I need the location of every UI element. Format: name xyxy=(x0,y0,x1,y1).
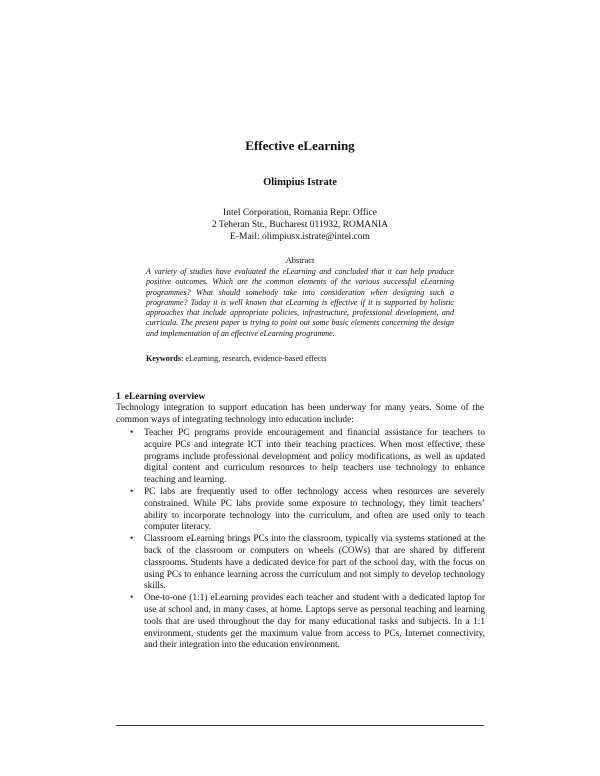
bullet-list xyxy=(130,428,485,652)
footnote-divider xyxy=(116,725,484,726)
list-item-text: Teacher PC programs provide encouragement and financial assistance for teachers to acquire PCs and integrate ICT into their teaching practices. When most effective, these programs include professional development and policy modifications, as well as updated digital content and curriculum resources to help teachers use technology to enhance teaching and learning. xyxy=(144,428,485,486)
list-item-text: Classroom eLearning brings PCs into the classroom, typically via systems stationed at the back of the classroom or computers on wheels (COWs) that are shared by different classrooms. Students have a dedicated device for part of the school day, with the focus on using PCs to enhance learning across the curriculum and not simply to develop technology skills. xyxy=(144,534,485,592)
author-affiliation xyxy=(0,207,600,243)
section-number: 1 xyxy=(116,392,121,402)
list-item-text: PC labs are frequently used to offer technology access when resources are severely constrained. While PC labs provide some exposure to technology, they limit teachers’ ability to incorporate technology into the curriculum, and often are used only to teach computer literacy. xyxy=(144,486,485,533)
list-item xyxy=(130,534,485,593)
keywords-label: Keywords xyxy=(146,354,182,363)
section-heading xyxy=(116,392,205,402)
bullet-icon: • xyxy=(130,486,134,497)
paper-author: Olimpius Istrate xyxy=(263,177,337,188)
keywords-line xyxy=(146,354,466,363)
list-item-text: One-to-one (1:1) eLearning provides each teacher and student with a dedicated laptop for use at school and, in many cases, at home. Laptops serve as personal teaching and learning tools that are used throughout the day for many educational tasks and subjects. In a 1:1 environment, students get the maximum value from access to PCs, Internet connectivity, and their integration into the education environment. xyxy=(144,593,485,651)
section-title: eLearning overview xyxy=(124,392,206,402)
abstract-heading: Abstract xyxy=(285,255,315,265)
section-intro: Technology integration to support education has been underway for many years. Some of the common ways of integrating technology into education include: xyxy=(116,403,484,425)
bullet-icon: • xyxy=(130,534,134,545)
bullet-icon: • xyxy=(130,593,134,604)
bullet-icon: • xyxy=(130,428,134,438)
affiliation-email: E-Mail: olimpiusx.istrate@intel.com xyxy=(230,232,370,242)
list-item xyxy=(130,593,485,652)
keywords-list: : eLearning, research, evidence-based effects xyxy=(181,354,327,363)
paper-title: Effective eLearning xyxy=(245,138,355,153)
affiliation-line: 2 Teheran Str., Bucharest 011932, ROMANIA xyxy=(211,220,389,230)
affiliation-line: Intel Corporation, Romania Repr. Office xyxy=(223,208,377,218)
abstract-text: A variety of studies have evaluated the eLearning and concluded that it can help produce positive outcomes. Which are the common elements of the various successful eLearning programmes? What should somebody take into consideration when designing such a programme? Today it is well known that eLearning is effective if it is supported by holistic approaches that include appropriate policies, infrastructure, professional development, and curricula. The present paper is trying to point out some basic elements concerning the design and implementation of an effective eLearning programme. xyxy=(146,267,454,338)
list-item xyxy=(130,487,485,534)
list-item xyxy=(130,428,485,487)
